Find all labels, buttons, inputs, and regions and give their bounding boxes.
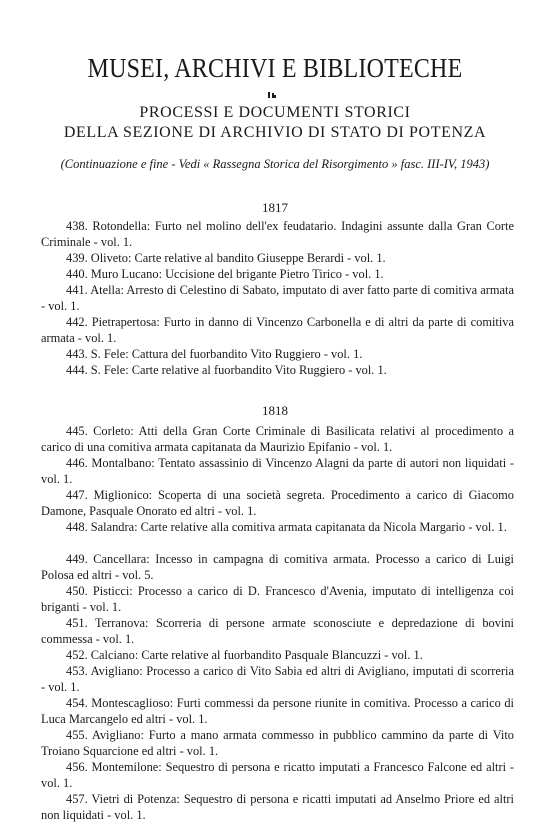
year-heading-1818: 1818 (262, 403, 288, 418)
entry-450: 450. Pisticci: Processo a carico di D. Francesco d'Avenia, imputato di intelligenza coi briganti - vol. 1. (41, 584, 514, 614)
entry-443: 443. S. Fele: Cattura del fuorbandito Vito Ruggiero - vol. 1. (66, 347, 363, 361)
entry-444: 444. S. Fele: Carte relative al fuorbandito Vito Ruggiero - vol. 1. (66, 363, 387, 377)
entry-438: 438. Rotondella: Furto nel molino dell'ex feudatario. Indagini assunte dalla Gran Corte Criminale - vol. 1. (41, 219, 514, 249)
ornament-mark (268, 92, 276, 98)
entry-451: 451. Terranova: Scorreria di persone armate sconosciute e depredazione di bovini commessa - vol. 1. (41, 616, 514, 646)
entry-442: 442. Pietrapertosa: Furto in danno di Vincenzo Carbonella e di altri da parte di comitiva armata - vol. 1. (41, 315, 514, 345)
entry-455: 455. Avigliano: Furto a mano armata commesso in pubblico cammino da parte di Vito Troiano Squarcione ed altri - vol. 1. (41, 728, 514, 758)
entry-448: 448. Salandra: Carte relative alla comitiva armata capitanata da Nicola Margario - vol. 1. (66, 520, 507, 534)
entry-449: 449. Cancellara: Incesso in campagna di comitiva armata. Processo a carico di Luigi Polosa ed altri - vol. 5. (41, 552, 514, 582)
entry-457: 457. Vietri di Potenza: Sequestro di persona e ricatti imputati ad Anselmo Priore ed altri non liquidati - vol. 1. (41, 792, 514, 822)
entry-445: 445. Corleto: Atti della Gran Corte Criminale di Basilicata relativi al procedimento a carico di una comitiva armata capitanata da Maurizio Epifanio - vol. 1. (41, 424, 514, 454)
entry-454: 454. Montescaglioso: Furti commessi da persone riunite in comitiva. Processo a carico di Luca Marcangelo ed altri - vol. 1. (41, 696, 514, 726)
section-heading-line2: DELLA SEZIONE DI ARCHIVIO DI STATO DI POTENZA (63, 124, 487, 141)
entry-453: 453. Avigliano: Processo a carico di Vito Sabia ed altri di Avigliano, imputati di scorreria - vol. 1. (41, 664, 514, 694)
entry-441: 441. Atella: Arresto di Celestino di Sabato, imputato di aver fatto parte di comitiva armata - vol. 1. (41, 283, 514, 313)
page-title: MUSEI, ARCHIVI E BIBLIOTECHE (87, 54, 463, 84)
section-heading-line1: PROCESSI E DOCUMENTI STORICI (139, 104, 411, 121)
year-heading-1817: 1817 (262, 200, 288, 215)
entry-446: 446. Montalbano: Tentato assassinio di Vincenzo Alagni da parte di autori non liquidati - vol. 1. (41, 456, 514, 486)
entry-456: 456. Montemilone: Sequestro di persona e ricatto imputati a Francesco Falcone ed altri - vol. 1. (41, 760, 514, 790)
entry-440: 440. Muro Lucano: Uccisione del brigante Pietro Tirico - vol. 1. (66, 267, 384, 281)
continuation-note: (Continuazione e fine - Vedi « Rassegna Storica del Risorgimento » fasc. III-IV, 1943) (60, 157, 490, 171)
entry-447: 447. Miglionico: Scoperta di una società segreta. Procedimento a carico di Giacomo Damone, Pasquale Onorato ed altri - vol. 1. (41, 488, 514, 518)
entry-439: 439. Oliveto: Carte relative al bandito Giuseppe Berardi - vol. 1. (66, 251, 386, 265)
entry-452: 452. Calciano: Carte relative al fuorbandito Pasquale Blancuzzi - vol. 1. (66, 648, 423, 662)
